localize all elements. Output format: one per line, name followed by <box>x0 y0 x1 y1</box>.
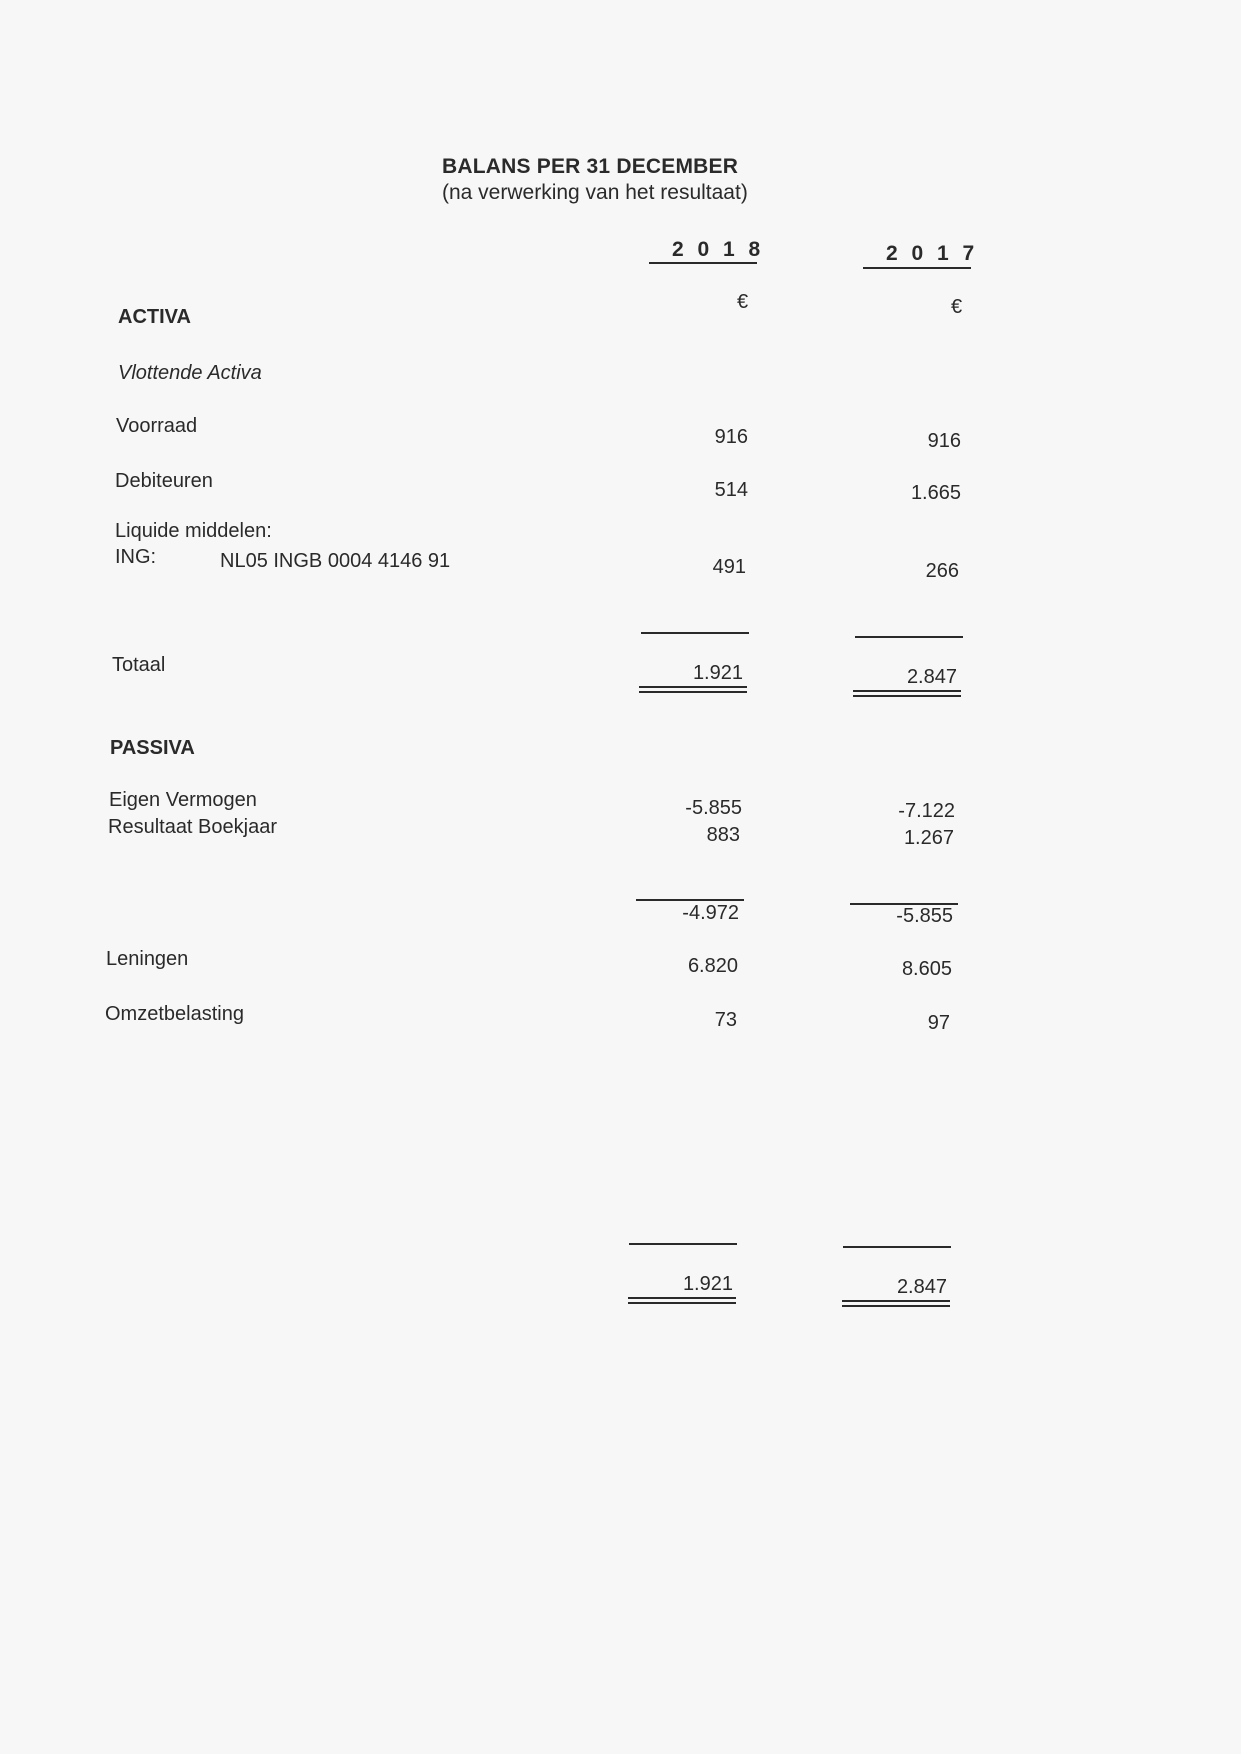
activa-totaal-2018: 1.921 <box>692 662 743 684</box>
omzetbelasting-2017: 97 <box>927 1012 950 1034</box>
year-2018-underline <box>649 262 757 264</box>
passiva-total-double-rule-2018 <box>628 1297 736 1304</box>
year-2017-underline <box>863 267 971 269</box>
leningen-label: Leningen <box>106 948 189 970</box>
activa-total-double-rule-2017 <box>853 690 961 697</box>
eigen-vermogen-2018: -5.855 <box>685 797 742 819</box>
omzetbelasting-2018: 73 <box>714 1009 737 1031</box>
activa-sum-rule-2017 <box>855 636 963 638</box>
eigen-vermogen-label: Eigen Vermogen <box>109 789 257 811</box>
bank-iban: NL05 INGB 0004 4146 91 <box>220 550 451 572</box>
passiva-total-double-rule-2017 <box>842 1300 950 1307</box>
omzetbelasting-label: Omzetbelasting <box>105 1003 244 1025</box>
totaal-label: Totaal <box>112 654 166 676</box>
debiteuren-2018: 514 <box>714 479 748 501</box>
activa-heading: ACTIVA <box>118 306 191 328</box>
voorraad-2018: 916 <box>714 426 748 448</box>
resultaat-boekjaar-label: Resultaat Boekjaar <box>108 816 277 838</box>
activa-totaal-2017: 2.847 <box>906 666 957 688</box>
activa-total-double-rule-2018 <box>639 686 747 693</box>
voorraad-label: Voorraad <box>116 415 198 437</box>
passiva-totaal-2017: 2.847 <box>896 1276 947 1298</box>
leningen-2017: 8.605 <box>901 958 952 980</box>
passiva-sum-rule-2018 <box>629 1243 737 1245</box>
passiva-sum-rule-2017 <box>843 1246 951 1248</box>
column-year-2017: 2 0 1 7 <box>886 242 979 265</box>
resultaat-2018: 883 <box>706 824 740 846</box>
passiva-totaal-2018: 1.921 <box>682 1273 733 1295</box>
voorraad-2017: 916 <box>927 430 961 452</box>
liquide-middelen-label: Liquide middelen: <box>115 520 272 542</box>
bank-name: ING: <box>115 546 157 568</box>
column-year-2018: 2 0 1 8 <box>672 238 765 261</box>
passiva-subtotaal-2018: -4.972 <box>682 902 739 924</box>
leningen-2018: 6.820 <box>687 955 738 977</box>
eigen-vermogen-2017: -7.122 <box>898 800 955 822</box>
debiteuren-label: Debiteuren <box>115 470 213 492</box>
passiva-subtotal-rule-2018 <box>636 899 744 901</box>
debiteuren-2017: 1.665 <box>910 482 961 504</box>
resultaat-2017: 1.267 <box>903 827 954 849</box>
vlottende-activa-heading: Vlottende Activa <box>118 362 262 384</box>
currency-2018: € <box>737 291 749 313</box>
passiva-subtotaal-2017: -5.855 <box>896 905 953 927</box>
document-title: BALANS PER 31 DECEMBER <box>442 155 739 178</box>
document-subtitle: (na verwerking van het resultaat) <box>442 181 748 204</box>
liquide-2017: 266 <box>925 560 959 582</box>
liquide-2018: 491 <box>712 556 746 578</box>
currency-2017: € <box>951 296 963 318</box>
activa-sum-rule-2018 <box>641 632 749 634</box>
passiva-heading: PASSIVA <box>110 737 195 759</box>
